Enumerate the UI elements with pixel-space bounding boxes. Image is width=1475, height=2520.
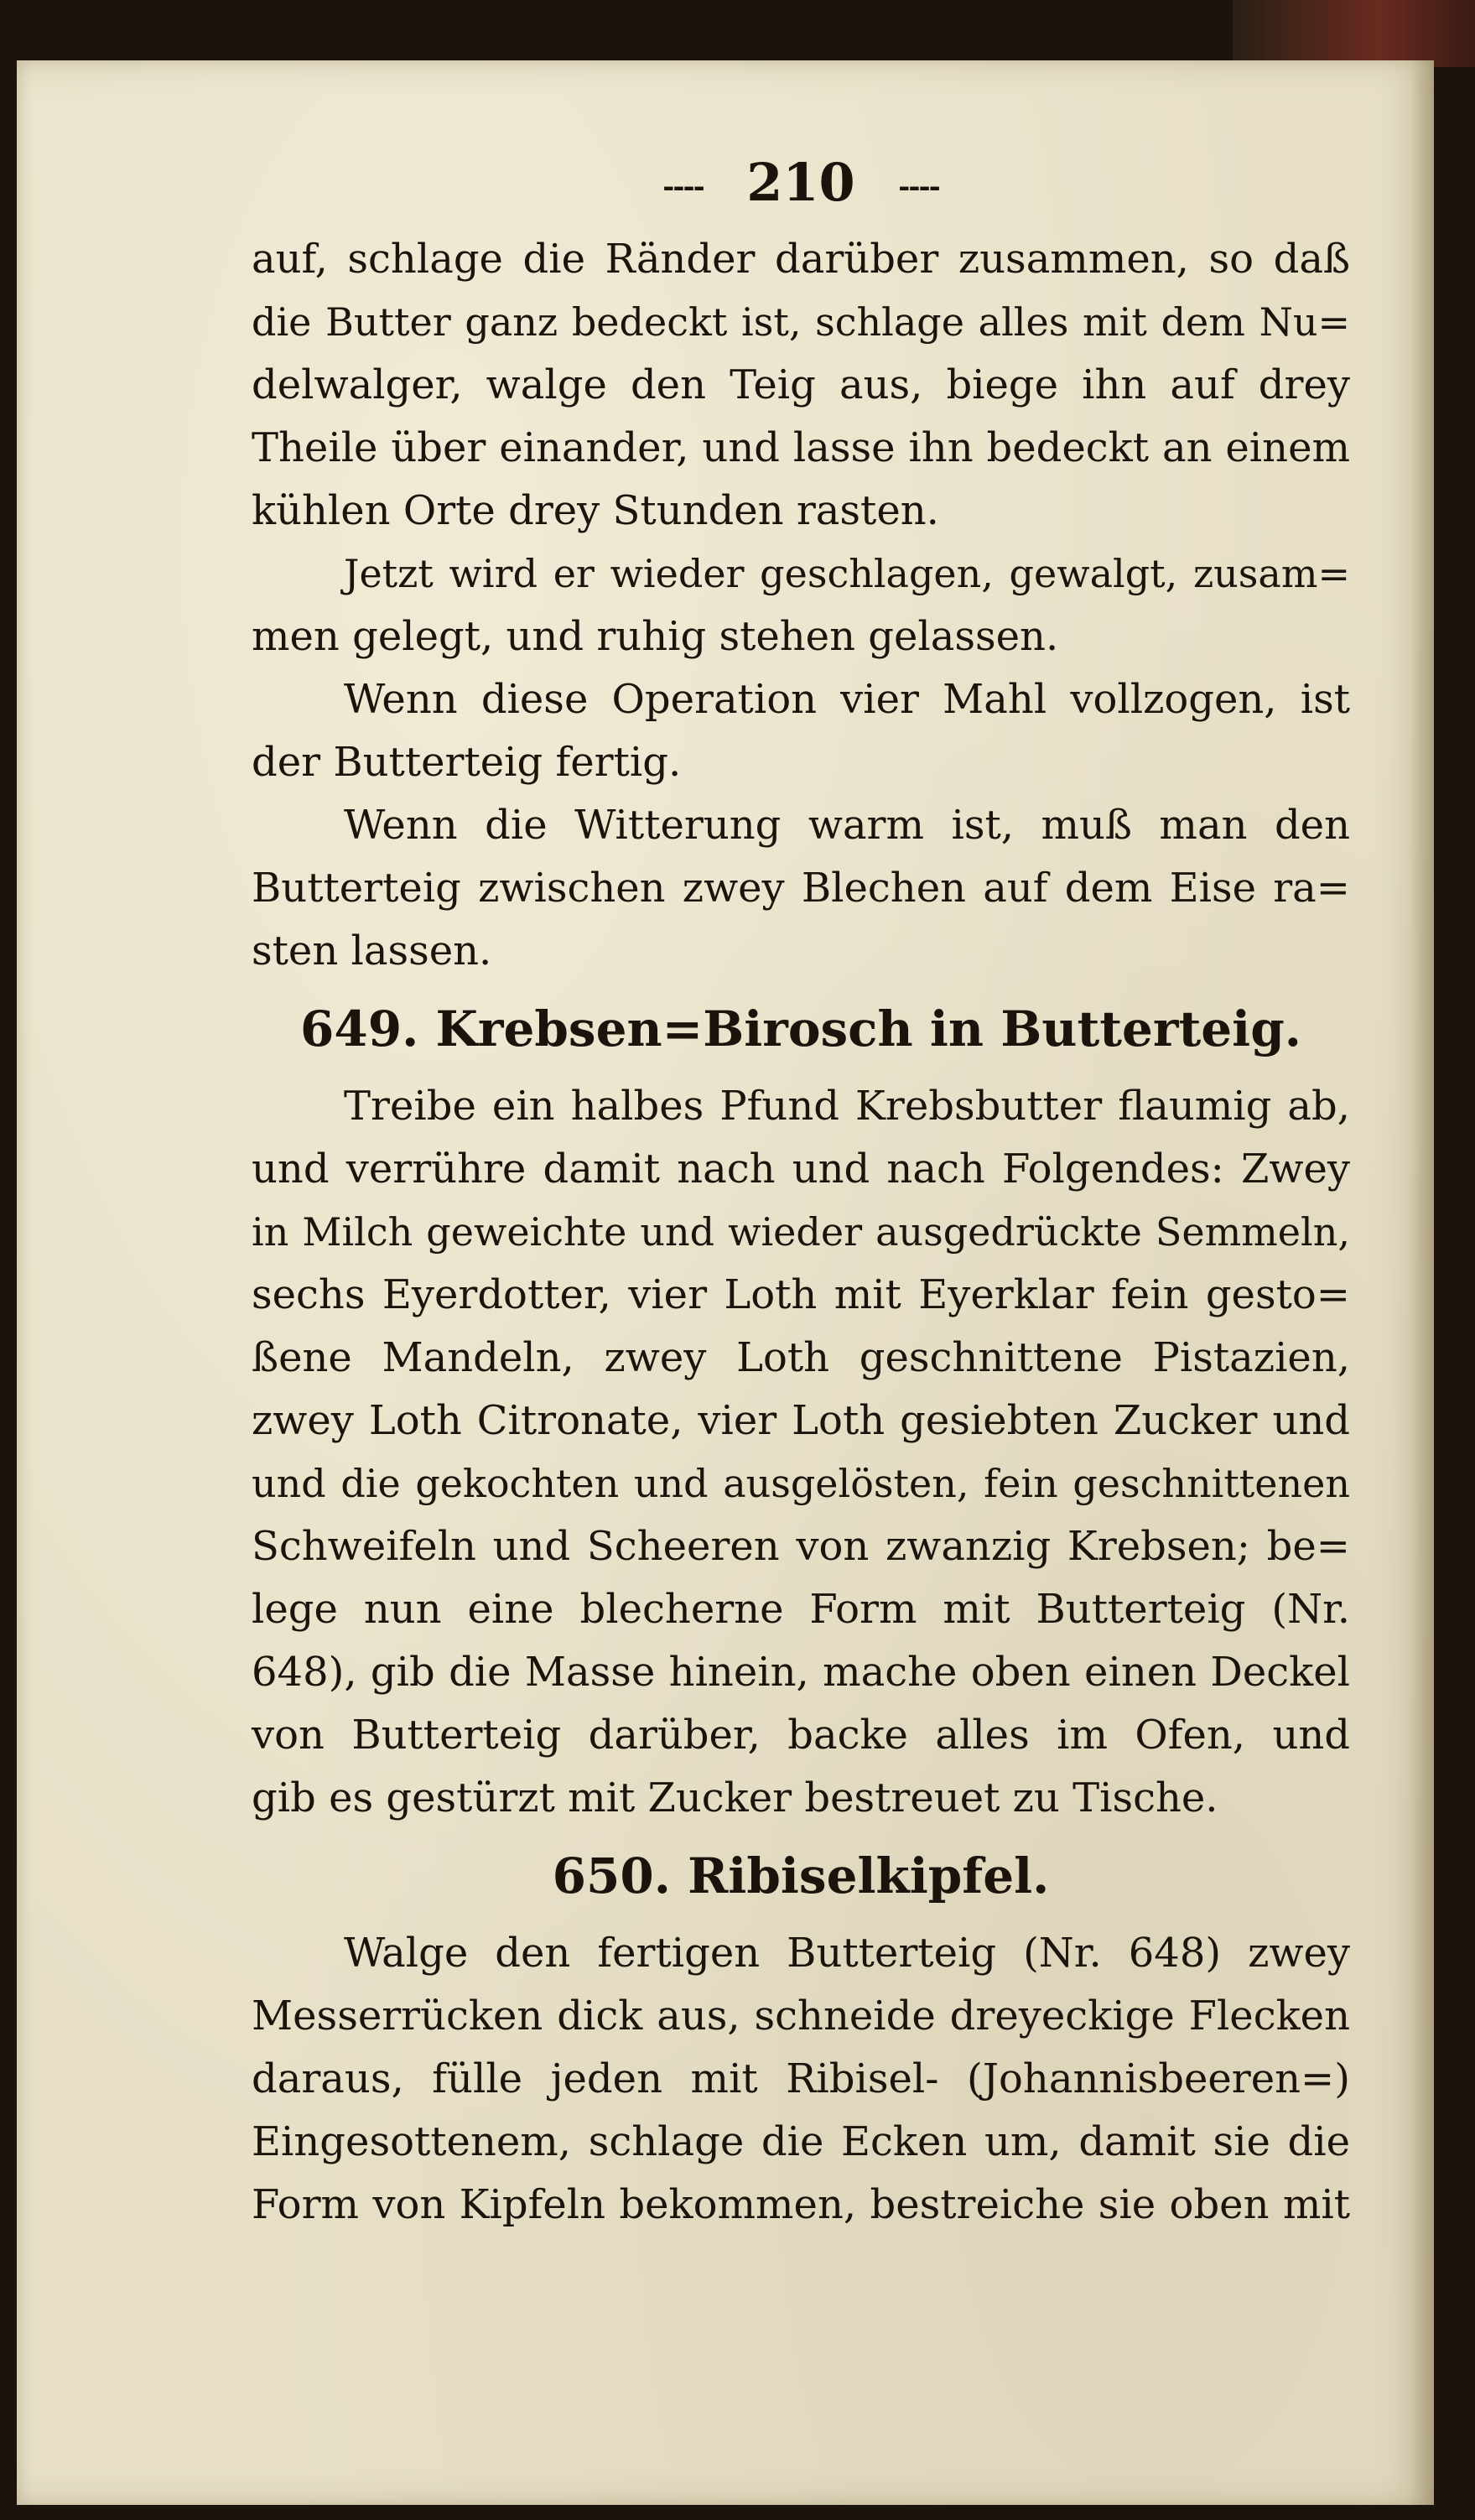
text-line: der Butterteig fertig. xyxy=(252,739,682,786)
text-line: 648), gib die Masse hinein, mache oben einen Deckel xyxy=(252,1649,1350,1696)
text-line: Eingesottenem, schlage die Ecken um, damit sie die xyxy=(252,2118,1350,2165)
text-line: Walge den fertigen Butterteig (Nr. 648) zwey xyxy=(344,1930,1350,1977)
text-line: Jetzt wird er wieder geschlagen, gewalgt, zusam= xyxy=(344,551,1350,596)
page-content xyxy=(252,149,1350,2237)
text-line: und die gekochten und ausgelösten, fein geschnittenen xyxy=(252,1461,1350,1506)
text-line: Treibe ein halbes Pfund Krebsbutter flaumig ab, xyxy=(344,1083,1350,1130)
text-line: sten lassen. xyxy=(252,927,492,974)
text-line: Wenn diese Operation vier Mahl vollzogen, ist xyxy=(344,676,1350,723)
text-line: von Butterteig darüber, backe alles im Ofen, und xyxy=(252,1712,1350,1759)
header-ornament-right: ---- xyxy=(898,170,939,204)
page-number: 210 xyxy=(746,152,855,213)
text-line: men gelegt, und ruhig stehen gelassen. xyxy=(252,613,1059,660)
text-line: ßene Mandeln, zwey Loth geschnittene Pistazien, xyxy=(252,1334,1350,1381)
text-line: kühlen Orte drey Stunden rasten. xyxy=(252,487,939,534)
intro-paragraphs xyxy=(252,228,1350,983)
text-line: lege nun eine blecherne Form mit Butterteig (Nr. xyxy=(252,1586,1350,1633)
text-line: Schweifeln und Scheeren von zwanzig Krebsen; be= xyxy=(252,1523,1350,1570)
text-line: Butterteig zwischen zwey Blechen auf dem Eise ra= xyxy=(252,865,1350,912)
recipe-649-heading: 649. Krebsen=Birosch in Butterteig. xyxy=(300,1000,1301,1057)
text-line: delwalger, walge den Teig aus, biege ihn auf drey xyxy=(252,361,1350,408)
text-line: daraus, fülle jeden mit Ribisel- (Johannisbeeren=) xyxy=(252,2055,1350,2102)
text-line: die Butter ganz bedeckt ist, schlage alles mit dem Nu= xyxy=(252,299,1350,345)
text-line: Wenn die Witterung warm ist, muß man den xyxy=(344,802,1350,849)
page-header xyxy=(252,149,1350,216)
text-line: sechs Eyerdotter, vier Loth mit Eyerklar fein gesto= xyxy=(252,1271,1350,1318)
recipe-649-body xyxy=(252,1075,1350,1830)
text-line: in Milch geweichte und wieder ausgedrückte Semmeln, xyxy=(252,1209,1350,1255)
text-line: und verrühre damit nach und nach Folgendes: Zwey xyxy=(252,1146,1350,1192)
text-line: zwey Loth Citronate, vier Loth gesiebten Zucker und xyxy=(252,1397,1350,1444)
text-line: Theile über einander, und lasse ihn bedeckt an einem xyxy=(252,424,1350,471)
text-line: Form von Kipfeln bekommen, bestreiche sie oben mit xyxy=(252,2181,1350,2228)
recipe-650-heading: 650. Ribiselkipfel. xyxy=(552,1847,1050,1904)
book-binding-edge xyxy=(1233,0,1475,67)
header-ornament-left: ---- xyxy=(662,170,704,204)
page-gutter-shadow xyxy=(1410,60,1434,2505)
text-line: gib es gestürzt mit Zucker bestreuet zu Tische. xyxy=(252,1774,1218,1821)
recipe-650-body xyxy=(252,1922,1350,2237)
text-line: Messerrücken dick aus, schneide dreyeckige Flecken xyxy=(252,1993,1350,2039)
text-line: auf, schlage die Ränder darüber zusammen, so daß xyxy=(252,236,1350,283)
